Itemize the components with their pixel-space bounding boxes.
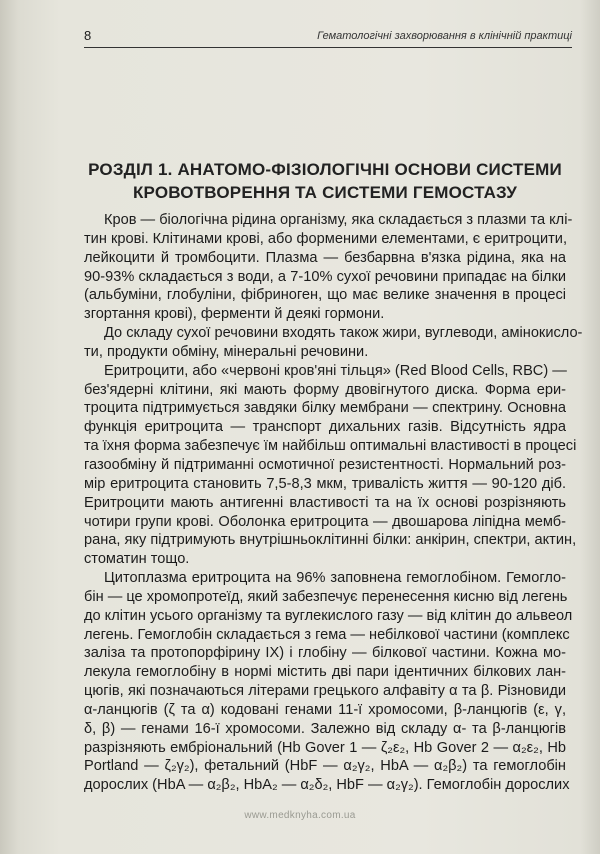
text-line: стоматин тощо. [84, 551, 190, 568]
page-number: 8 [84, 28, 92, 43]
text-line: дорослих (HbA — α₂β₂, HbA₂ — α₂δ₂, HbF — α₂γ₂). Гемоглобін дорослих [84, 777, 570, 794]
text-line: тин крові. Клітинами крові, або форменими елементами, є еритроцити, [84, 230, 567, 247]
text-line: 90-93% складається з води, а 7-10% сухої речовини припадає на білки [84, 268, 566, 285]
chapter-title-line: КРОВОТВОРЕННЯ ТА СИСТЕМИ ГЕМОСТАЗУ [132, 183, 518, 202]
text-line: Portland — ζ₂γ₂), фетальний (HbF — α₂γ₂, HbA — α₂β₂) та гемоглобін [84, 758, 566, 775]
text-line: лекула гемоглобіну в нормі містить дві пари ідентичних білкових лан- [84, 664, 566, 681]
text-line: та їхня форма забезпечує їм найбільш оптимальні властивості в процесі [84, 438, 577, 455]
text-line: газообміну й підтриманні осмотичної резистентності. Нормальний роз- [84, 456, 566, 473]
chapter-title-line: РОЗДІЛ 1. АНАТОМО-ФІЗІОЛОГІЧНІ ОСНОВИ СИСТЕМИ [88, 160, 562, 179]
text-line: (альбуміни, глобуліни, фібриноген, що має велике значення в процесі [84, 287, 566, 304]
text-line: заліза та протопорфірину IX) і глобіну — білкової частини. Кожна мо- [84, 645, 566, 662]
text-line: цюгів, які позначаються літерами грецького алфавіту α та β. Різновиди [84, 683, 566, 700]
text-line: чотири групи крові. Оболонка еритроцита — двошарова ліпідна мемб- [84, 513, 566, 530]
text-line: ти, продукти обміну, мінеральні речовини. [84, 343, 369, 360]
text-line: Кров — біологічна рідина організму, яка складається з плазми та клі- [104, 212, 573, 228]
text-line: До складу сухої речовини входять також жири, вуглеводи, амінокисло- [104, 325, 583, 342]
text-line: δ, β) — генами 16-ї хромосоми. Залежно від складу α- та β-ланцюгів [84, 720, 566, 737]
text-line: Цитоплазма еритроцита на 96% заповнена гемоглобіном. Гемогло- [104, 570, 566, 587]
running-title: Гематологічні захворювання в клінічній практиці [317, 30, 572, 42]
text-line: Еритроцити мають антигенні властивості та на їх основі розрізняють [84, 494, 566, 511]
running-header [84, 28, 572, 48]
chapter-title [60, 158, 590, 204]
text-line: легень. Гемоглобін складається з гема — небілкової частини (комплекс [84, 626, 570, 643]
text-line: до клітин усього організму та вуглекислого газу — від клітин до альвеол [84, 607, 573, 624]
text-line: рана, яку підтримують внутрішньоклітинні білки: анкірин, спектри, актин, [84, 532, 577, 549]
text-line: функція еритроцита — транспорт дихальних газів. Відсутність ядра [84, 419, 566, 436]
text-line: Еритроцити, або «червоні кров'яні тільця» (Red Blood Cells, RBC) — [104, 362, 567, 379]
text-line: без'ядерні клітини, які мають форму двовігнутого диска. Форма ери- [84, 381, 566, 398]
text-line: лейкоцити й тромбоцити. Плазма — безбарвна в'язка рідина, яка на [84, 249, 566, 266]
text-line: бін — це хромопротеїд, який забезпечує перенесення кисню від легень [84, 588, 568, 605]
text-line: мір еритроцита становить 7,5-8,3 мкм, тривалість життя — 90-120 діб. [84, 475, 566, 492]
text-line: згортання крові), ферменти й деякі гормони. [84, 306, 385, 323]
text-line: α-ланцюгів (ζ та α) кодовані генами 11-ї хромосоми, β-ланцюгів (ε, γ, [84, 701, 566, 718]
watermark-url: www.medknyha.com.ua [244, 810, 356, 821]
text-line: троцита підтримується завдяки білку мембрани — спектрину. Основна [84, 400, 566, 417]
body-text [84, 211, 583, 795]
text-line: разрізняють ембріональний (Hb Gover 1 — ζ₂ε₂, Hb Gover 2 — α₂ε₂, Hb [84, 739, 566, 756]
